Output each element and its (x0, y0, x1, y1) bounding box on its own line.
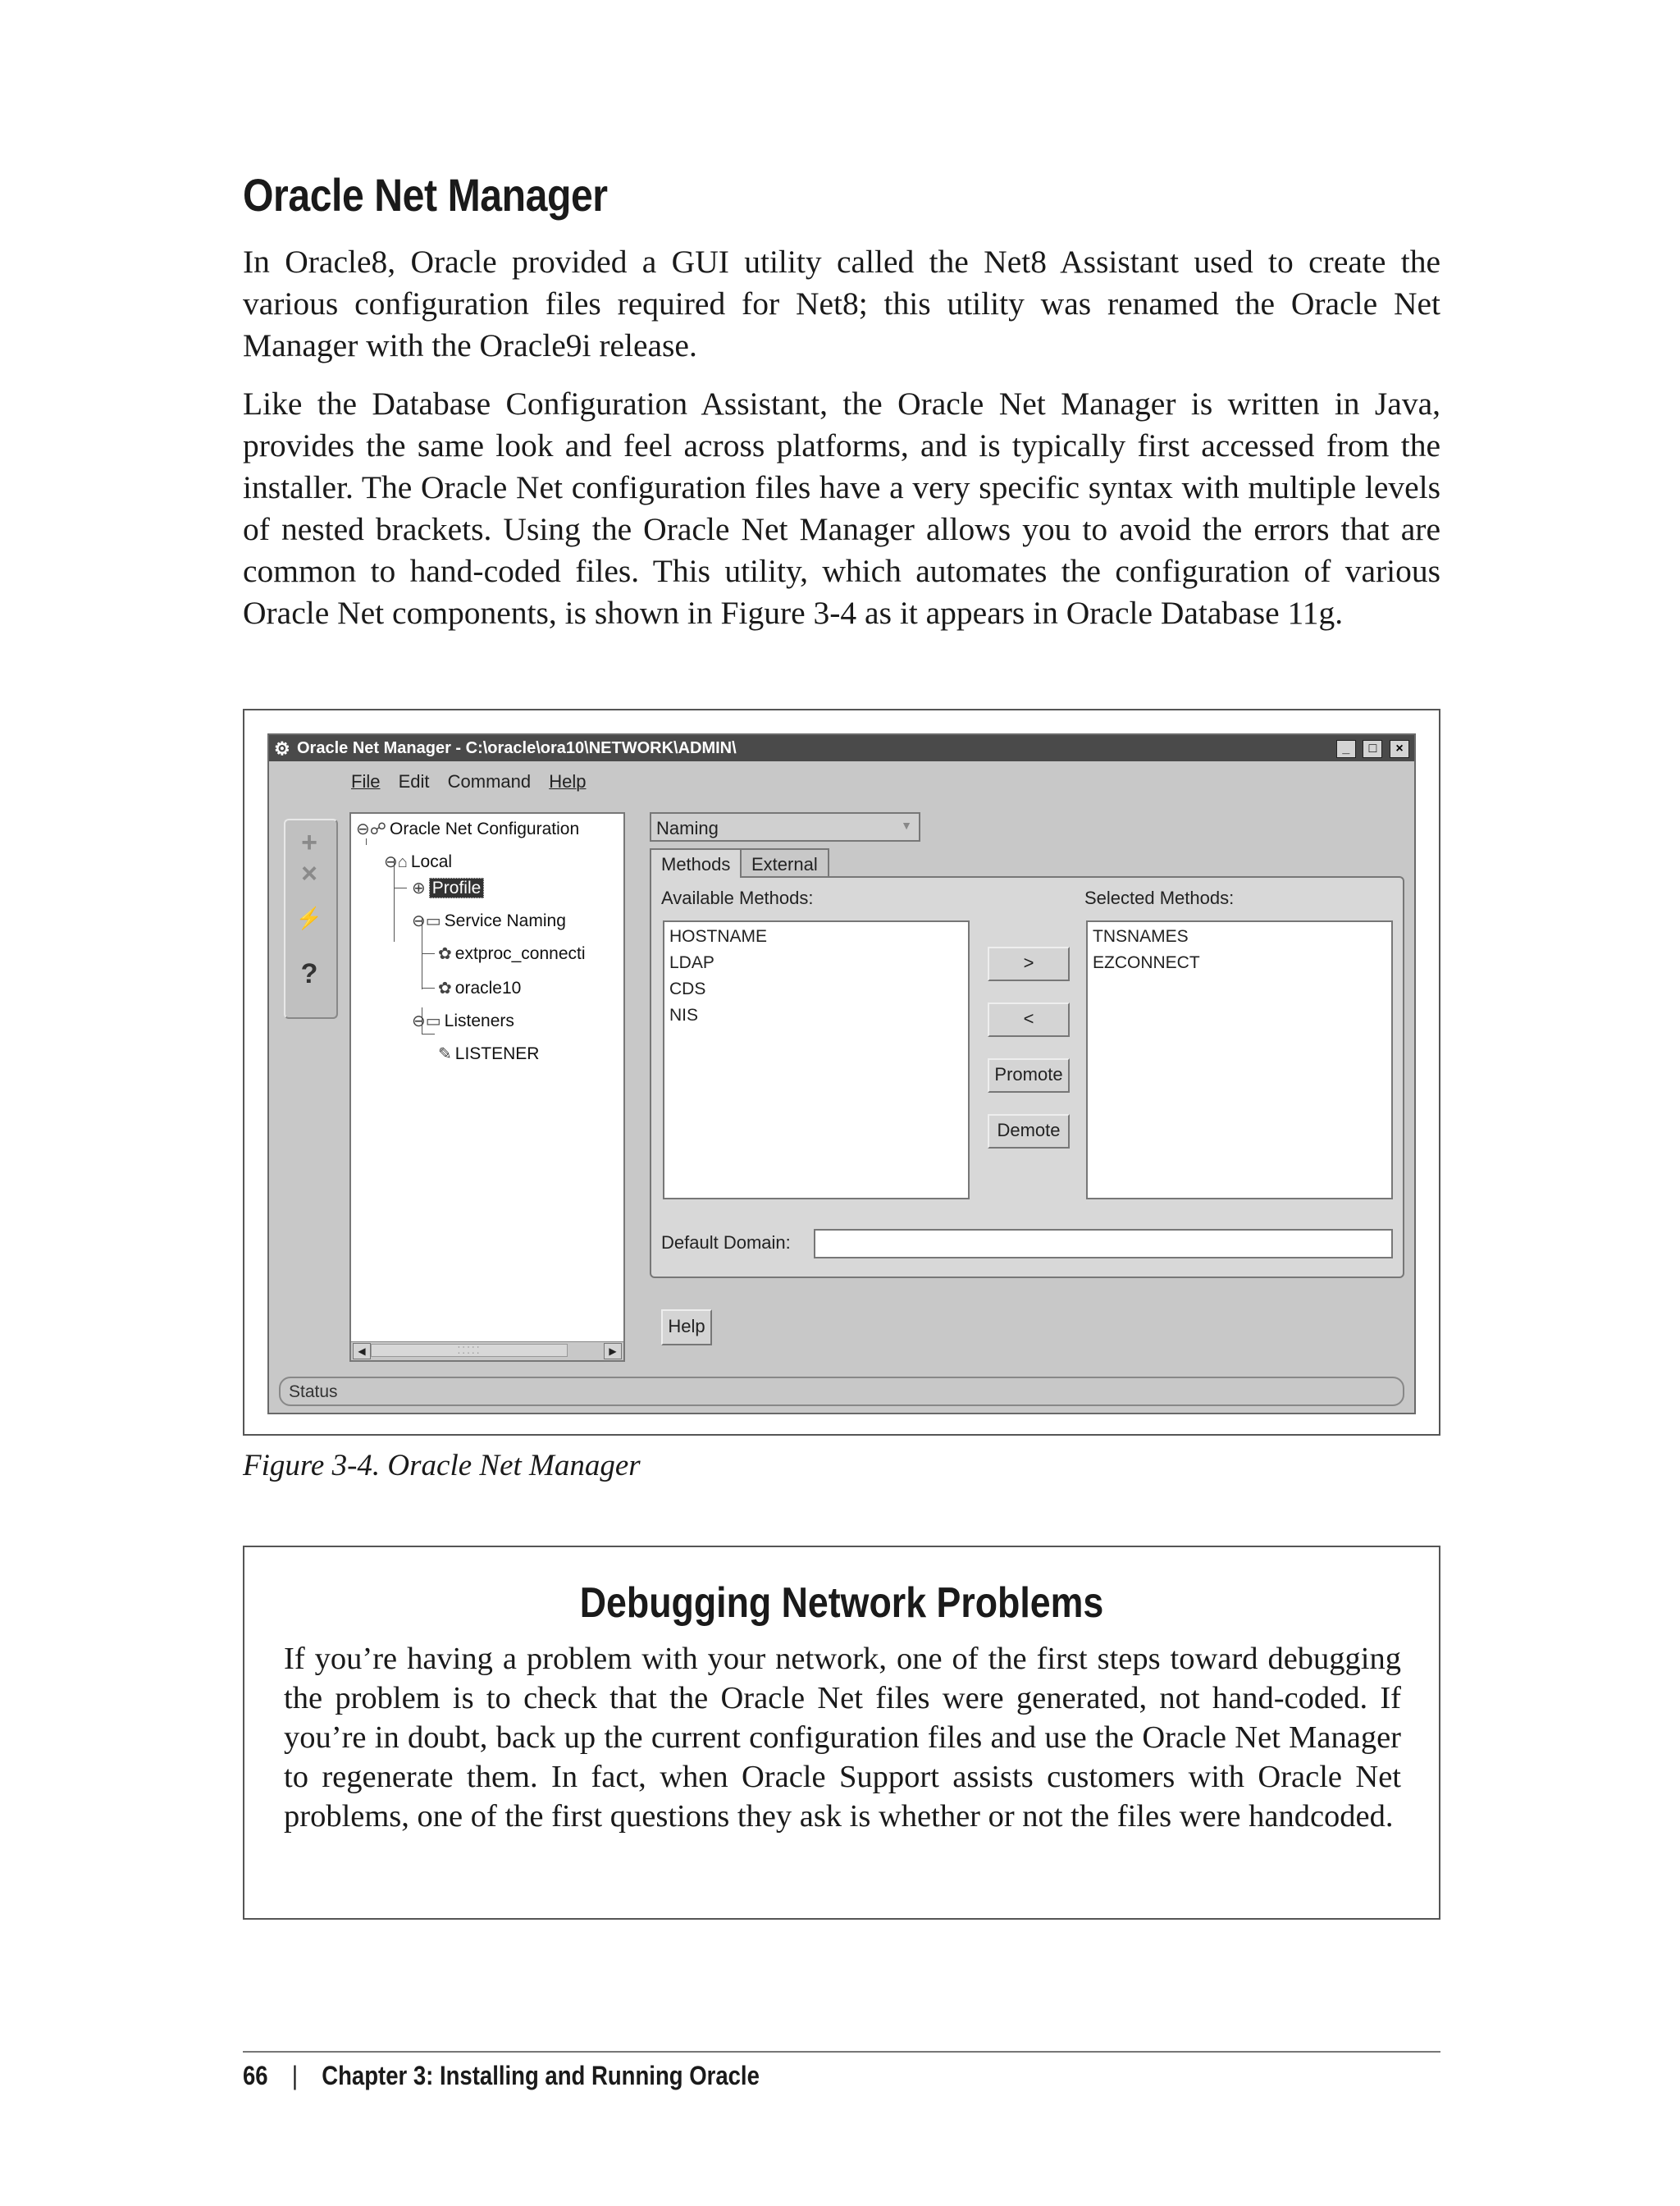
chapter-title: Chapter 3: Installing and Running Oracle (322, 2061, 760, 2090)
help-icon[interactable]: ? (300, 958, 318, 989)
page-number: 66 (243, 2061, 268, 2090)
view-selector[interactable]: Naming ▼ (650, 812, 920, 842)
figure-caption: Figure 3-4. Oracle Net Manager (243, 1449, 641, 1482)
network-icon: ⊖☍ (356, 820, 387, 838)
tree-profile[interactable]: ⊕ Profile (412, 878, 484, 898)
toolbar (284, 819, 338, 1019)
service-icon: ✿ (438, 980, 452, 998)
tree-service-extproc[interactable]: ✿ extproc_connecti (438, 944, 586, 963)
promote-button[interactable]: Promote (988, 1058, 1070, 1093)
available-methods-list[interactable] (663, 920, 970, 1199)
figure-frame (243, 709, 1440, 1436)
listener-icon: ✎ (438, 1045, 452, 1063)
methods-panel (650, 876, 1404, 1278)
paragraph-intro: In Oracle8, Oracle provided a GUI utility called the Net8 Assistant used to create the various configuration files required for Net8; this utility was renamed the Oracle Net Manager with the Oracle9i release. (243, 244, 1440, 363)
computer-icon: ⊖⌂ (384, 853, 408, 871)
default-domain-label: Default Domain: (661, 1232, 791, 1253)
list-item[interactable]: LDAP (669, 953, 714, 972)
tree-listener[interactable]: ✎ LISTENER (438, 1044, 540, 1063)
window-titlebar (269, 735, 1414, 761)
configuration-tree (349, 812, 625, 1362)
sidebar-box (243, 1546, 1440, 1920)
tab-external[interactable]: External (740, 848, 829, 876)
scroll-thumb[interactable]: ⁚⁚⁚⁚⁚ (371, 1344, 568, 1357)
tree-horizontal-scrollbar[interactable] (351, 1341, 623, 1360)
status-bar (279, 1377, 1404, 1406)
section-heading: Oracle Net Manager (243, 169, 608, 221)
menu-edit[interactable]: Edit (398, 771, 430, 792)
list-item[interactable]: NIS (669, 1006, 699, 1025)
tree-root[interactable]: ⊖☍ Oracle Net Configuration (356, 820, 580, 838)
add-method-button[interactable]: > (988, 947, 1070, 981)
window-title: Oracle Net Manager - C:\oracle\ora10\NETWORK\ADMIN\ (297, 739, 737, 757)
chevron-down-icon: ▼ (901, 819, 912, 832)
footer-rule (243, 2051, 1440, 2053)
sidebar-title: Debugging Network Problems (579, 1579, 1104, 1627)
scroll-left-icon[interactable]: ◀ (353, 1343, 371, 1359)
menu-file[interactable]: File (351, 771, 381, 792)
sidebar-text: If you’re having a problem with your network, one of the first steps toward debugging the problem is to check that the Oracle Net files were generated, not hand-coded. If you’re in doubt, back up the current configuration files and use the Oracle Net Manager to regenerate them. In fact, when Oracle Support assists customers with Oracle Net problems, one of the first questions they ask is whether or not the files were handcoded. (284, 1642, 1401, 1834)
remove-icon[interactable]: × (301, 858, 317, 889)
folder-icon: ⊖▭ (412, 1012, 441, 1030)
minimize-button[interactable]: _ (1336, 740, 1356, 758)
list-item[interactable]: HOSTNAME (669, 927, 768, 946)
folder-icon: ⊖▭ (412, 912, 441, 930)
footer-separator: | (291, 2061, 298, 2090)
maximize-button[interactable]: □ (1363, 740, 1382, 758)
window-controls (1334, 738, 1409, 758)
oracle-net-manager-window (267, 733, 1416, 1414)
service-icon: ✿ (438, 945, 452, 963)
menu-bar (351, 771, 599, 792)
close-button[interactable]: × (1390, 740, 1409, 758)
status-text: Status (289, 1382, 338, 1401)
tree-service-oracle10[interactable]: ✿ oracle10 (438, 979, 522, 998)
default-domain-input[interactable] (814, 1229, 1393, 1258)
app-icon: ⚙ (274, 738, 290, 759)
tab-methods[interactable]: Methods (650, 848, 742, 878)
help-button[interactable]: Help (661, 1309, 712, 1345)
available-methods-label: Available Methods: (661, 888, 814, 908)
selected-methods-list[interactable] (1086, 920, 1393, 1199)
menu-command[interactable]: Command (447, 771, 532, 792)
tree-service-naming[interactable]: ⊖▭ Service Naming (412, 911, 566, 930)
page-footer (243, 2061, 760, 2091)
remove-method-button[interactable]: < (988, 1003, 1070, 1037)
list-item[interactable]: CDS (669, 980, 706, 998)
globe-icon: ⊕ (412, 879, 426, 897)
test-connection-icon[interactable]: ⚡ (295, 906, 323, 930)
scroll-right-icon[interactable]: ▶ (604, 1343, 622, 1359)
list-item[interactable]: EZCONNECT (1093, 953, 1200, 972)
add-icon[interactable]: + (301, 827, 317, 858)
selected-methods-label: Selected Methods: (1084, 888, 1235, 908)
paragraph-description: Like the Database Configuration Assistant, the Oracle Net Manager is written in Java, provides the same look and feel across platforms, and is typically first accessed from the installer. The Oracle Net configuration files have a very specific syntax with multiple levels of nested brackets. Using the Oracle Net Manager allows you to avoid the errors that are common to hand-coded files. This utility, which automates the configuration of various Oracle Net components, is shown in Figure 3-4 as it appears in Oracle Database 11g. (243, 386, 1440, 631)
list-item[interactable]: TNSNAMES (1093, 927, 1189, 946)
demote-button[interactable]: Demote (988, 1114, 1070, 1149)
tree-local[interactable]: ⊖⌂ Local (384, 852, 453, 871)
tree-listeners[interactable]: ⊖▭ Listeners (412, 1012, 514, 1030)
menu-help[interactable]: Help (549, 771, 587, 792)
